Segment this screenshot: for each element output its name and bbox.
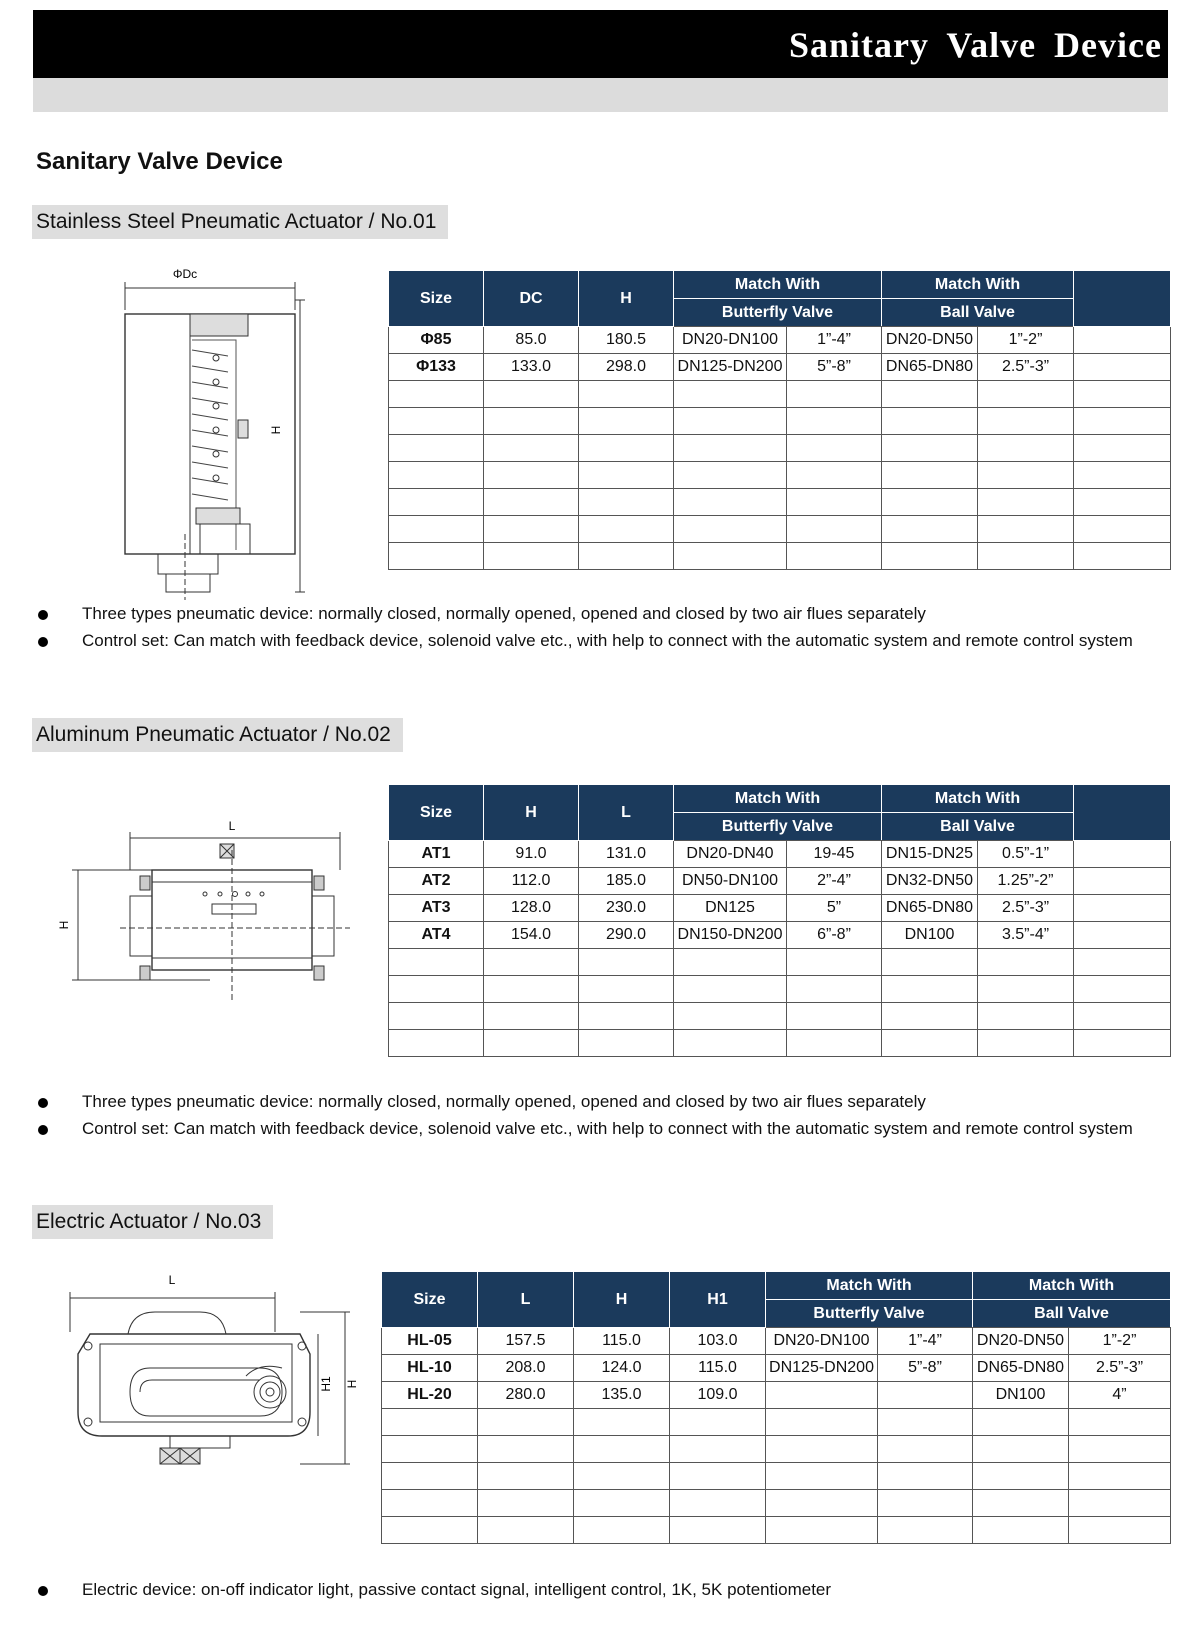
section-1-spec-table bbox=[388, 270, 1171, 570]
cell: 3.5”-4” bbox=[978, 922, 1074, 949]
cell: 2.5”-3” bbox=[978, 354, 1074, 381]
cell: 115.0 bbox=[670, 1355, 766, 1382]
cell: 103.0 bbox=[670, 1328, 766, 1355]
cell: 128.0 bbox=[484, 895, 579, 922]
header-l: L bbox=[478, 1272, 574, 1328]
cell: DN20-DN100 bbox=[674, 327, 787, 354]
header-h: H bbox=[579, 271, 674, 327]
cell: DN65-DN80 bbox=[882, 354, 978, 381]
section-3-spec-table bbox=[381, 1271, 1171, 1544]
cell: DN125-DN200 bbox=[766, 1355, 878, 1382]
header-h: H bbox=[574, 1272, 670, 1328]
table-row-empty bbox=[389, 516, 1171, 543]
cell: 154.0 bbox=[484, 922, 579, 949]
header-size: Size bbox=[389, 271, 484, 327]
cell: 5”-8” bbox=[787, 354, 882, 381]
header-h: H bbox=[484, 785, 579, 841]
cell: 133.0 bbox=[484, 354, 579, 381]
table-row bbox=[389, 354, 1171, 381]
cell: 290.0 bbox=[579, 922, 674, 949]
table-row bbox=[382, 1382, 1171, 1409]
header-butterfly-valve: Butterfly Valve bbox=[674, 299, 882, 327]
section-1-drawing bbox=[110, 267, 320, 600]
bullet-dot-icon bbox=[38, 1125, 48, 1135]
cell: DN150-DN200 bbox=[674, 922, 787, 949]
dimension-dc-label: ΦDc bbox=[172, 267, 198, 281]
cell: 1”-4” bbox=[787, 327, 882, 354]
cell: 5”-8” bbox=[878, 1355, 973, 1382]
table-row-empty bbox=[389, 435, 1171, 462]
cell-size: HL-05 bbox=[382, 1328, 478, 1355]
cell: 2.5”-3” bbox=[978, 895, 1074, 922]
dimension-l-label: L bbox=[168, 1273, 176, 1287]
header-l: L bbox=[579, 785, 674, 841]
table-row-empty bbox=[382, 1490, 1171, 1517]
cell: 135.0 bbox=[574, 1382, 670, 1409]
cell bbox=[1074, 841, 1171, 868]
cell bbox=[1074, 354, 1171, 381]
cell: DN50-DN100 bbox=[674, 868, 787, 895]
cell: 0.5”-1” bbox=[978, 841, 1074, 868]
table-row-empty bbox=[389, 489, 1171, 516]
cell bbox=[1074, 895, 1171, 922]
cell: 112.0 bbox=[484, 868, 579, 895]
cell: 298.0 bbox=[579, 354, 674, 381]
cell: 180.5 bbox=[579, 327, 674, 354]
section-2-spec-table bbox=[388, 784, 1171, 1057]
table-row bbox=[389, 841, 1171, 868]
cell: DN32-DN50 bbox=[882, 868, 978, 895]
cell-size: AT3 bbox=[389, 895, 484, 922]
dimension-h-label: H bbox=[345, 1379, 359, 1389]
header-match-with-ball: Match With bbox=[973, 1272, 1171, 1300]
cell: 157.5 bbox=[478, 1328, 574, 1355]
cell: 230.0 bbox=[579, 895, 674, 922]
cell: 5” bbox=[787, 895, 882, 922]
cell bbox=[1074, 327, 1171, 354]
cell: 124.0 bbox=[574, 1355, 670, 1382]
header-match-with-butterfly: Match With bbox=[674, 785, 882, 813]
table-row-empty bbox=[389, 462, 1171, 489]
cell-size: HL-10 bbox=[382, 1355, 478, 1382]
cell: 1”-2” bbox=[1069, 1328, 1171, 1355]
header-size: Size bbox=[389, 785, 484, 841]
table-row-empty bbox=[382, 1409, 1171, 1436]
cell: DN125-DN200 bbox=[674, 354, 787, 381]
header-match-with-ball: Match With bbox=[882, 785, 1074, 813]
header-gray-band bbox=[33, 78, 1168, 112]
bullet-dot-icon bbox=[38, 1586, 48, 1596]
cell: DN15-DN25 bbox=[882, 841, 978, 868]
cell: DN125 bbox=[674, 895, 787, 922]
cell: 1.25”-2” bbox=[978, 868, 1074, 895]
cell: DN100 bbox=[882, 922, 978, 949]
bullet-text: Electric device: on-off indicator light, passive contact signal, intelligent control, 1K, 5K potentiometer bbox=[82, 1580, 832, 1599]
header-title: Sanitary Valve Device bbox=[789, 25, 1162, 65]
cell: 2”-4” bbox=[787, 868, 882, 895]
cell: DN65-DN80 bbox=[973, 1355, 1069, 1382]
cell bbox=[766, 1382, 878, 1409]
header-match-with-ball: Match With bbox=[882, 271, 1074, 299]
table-row-empty bbox=[389, 1003, 1171, 1030]
cell: 185.0 bbox=[579, 868, 674, 895]
table-row-empty bbox=[389, 381, 1171, 408]
header-blank bbox=[1074, 271, 1171, 327]
cell-size: Φ85 bbox=[389, 327, 484, 354]
cell-size: AT2 bbox=[389, 868, 484, 895]
cell: DN20-DN50 bbox=[882, 327, 978, 354]
header-bar bbox=[33, 10, 1168, 78]
cell: 6”-8” bbox=[787, 922, 882, 949]
header-blank bbox=[1074, 785, 1171, 841]
table-row-empty bbox=[382, 1517, 1171, 1544]
table-row bbox=[389, 327, 1171, 354]
cell: 2.5”-3” bbox=[1069, 1355, 1171, 1382]
header-match-with-butterfly: Match With bbox=[766, 1272, 973, 1300]
bullet-dot-icon bbox=[38, 637, 48, 647]
table-row bbox=[389, 922, 1171, 949]
header-dc: DC bbox=[484, 271, 579, 327]
dimension-h-label: H bbox=[269, 425, 283, 435]
bullet-text: Three types pneumatic device: normally closed, normally opened, opened and closed by two air flues separately bbox=[82, 604, 926, 623]
cell bbox=[878, 1382, 973, 1409]
cell: 208.0 bbox=[478, 1355, 574, 1382]
table-row bbox=[382, 1328, 1171, 1355]
cell-size: AT4 bbox=[389, 922, 484, 949]
dimension-l-label: L bbox=[228, 819, 236, 833]
header-h1: H1 bbox=[670, 1272, 766, 1328]
table-row-empty bbox=[382, 1436, 1171, 1463]
section-1-tag: Stainless Steel Pneumatic Actuator / No.01 bbox=[32, 205, 448, 239]
cell: 280.0 bbox=[478, 1382, 574, 1409]
cell: 109.0 bbox=[670, 1382, 766, 1409]
dimension-h-label: H bbox=[57, 920, 71, 930]
table-row-empty bbox=[389, 408, 1171, 435]
section-2-tag: Aluminum Pneumatic Actuator / No.02 bbox=[32, 718, 403, 752]
cell: 19-45 bbox=[787, 841, 882, 868]
cell-size: HL-20 bbox=[382, 1382, 478, 1409]
header-ball-valve: Ball Valve bbox=[882, 299, 1074, 327]
cell-size: AT1 bbox=[389, 841, 484, 868]
cell: DN20-DN40 bbox=[674, 841, 787, 868]
section-2-drawing bbox=[57, 819, 360, 1010]
bullet-text: Control set: Can match with feedback device, solenoid valve etc., with help to connect with the automatic system and remote control system bbox=[82, 1119, 1133, 1138]
bullet-text: Three types pneumatic device: normally closed, normally opened, opened and closed by two air flues separately bbox=[82, 1092, 926, 1111]
table-row bbox=[389, 868, 1171, 895]
table-row bbox=[389, 895, 1171, 922]
header-size: Size bbox=[382, 1272, 478, 1328]
cell: 115.0 bbox=[574, 1328, 670, 1355]
cell: 1”-4” bbox=[878, 1328, 973, 1355]
cell: DN20-DN100 bbox=[766, 1328, 878, 1355]
cell: DN20-DN50 bbox=[973, 1328, 1069, 1355]
cell bbox=[1074, 922, 1171, 949]
table-row-empty bbox=[382, 1463, 1171, 1490]
section-3-drawing bbox=[60, 1272, 360, 1492]
table-row-empty bbox=[389, 543, 1171, 570]
bullet-text: Control set: Can match with feedback device, solenoid valve etc., with help to connect with the automatic system and remote control system bbox=[82, 631, 1133, 650]
page-title: Sanitary Valve Device bbox=[36, 148, 283, 175]
table-row bbox=[382, 1355, 1171, 1382]
header-ball-valve: Ball Valve bbox=[973, 1300, 1171, 1328]
cell: 91.0 bbox=[484, 841, 579, 868]
cell bbox=[1074, 868, 1171, 895]
dimension-h1-label: H1 bbox=[319, 1376, 333, 1392]
table-row-empty bbox=[389, 1030, 1171, 1057]
cell: DN65-DN80 bbox=[882, 895, 978, 922]
table-row-empty bbox=[389, 976, 1171, 1003]
cell: 85.0 bbox=[484, 327, 579, 354]
header-butterfly-valve: Butterfly Valve bbox=[674, 813, 882, 841]
section-3-tag: Electric Actuator / No.03 bbox=[32, 1205, 273, 1239]
cell: 131.0 bbox=[579, 841, 674, 868]
header-butterfly-valve: Butterfly Valve bbox=[766, 1300, 973, 1328]
cell: DN100 bbox=[973, 1382, 1069, 1409]
cell: 4” bbox=[1069, 1382, 1171, 1409]
bullet-dot-icon bbox=[38, 610, 48, 620]
cell-size: Φ133 bbox=[389, 354, 484, 381]
header-match-with-butterfly: Match With bbox=[674, 271, 882, 299]
table-row-empty bbox=[389, 949, 1171, 976]
bullet-dot-icon bbox=[38, 1098, 48, 1108]
cell: 1”-2” bbox=[978, 327, 1074, 354]
header-ball-valve: Ball Valve bbox=[882, 813, 1074, 841]
